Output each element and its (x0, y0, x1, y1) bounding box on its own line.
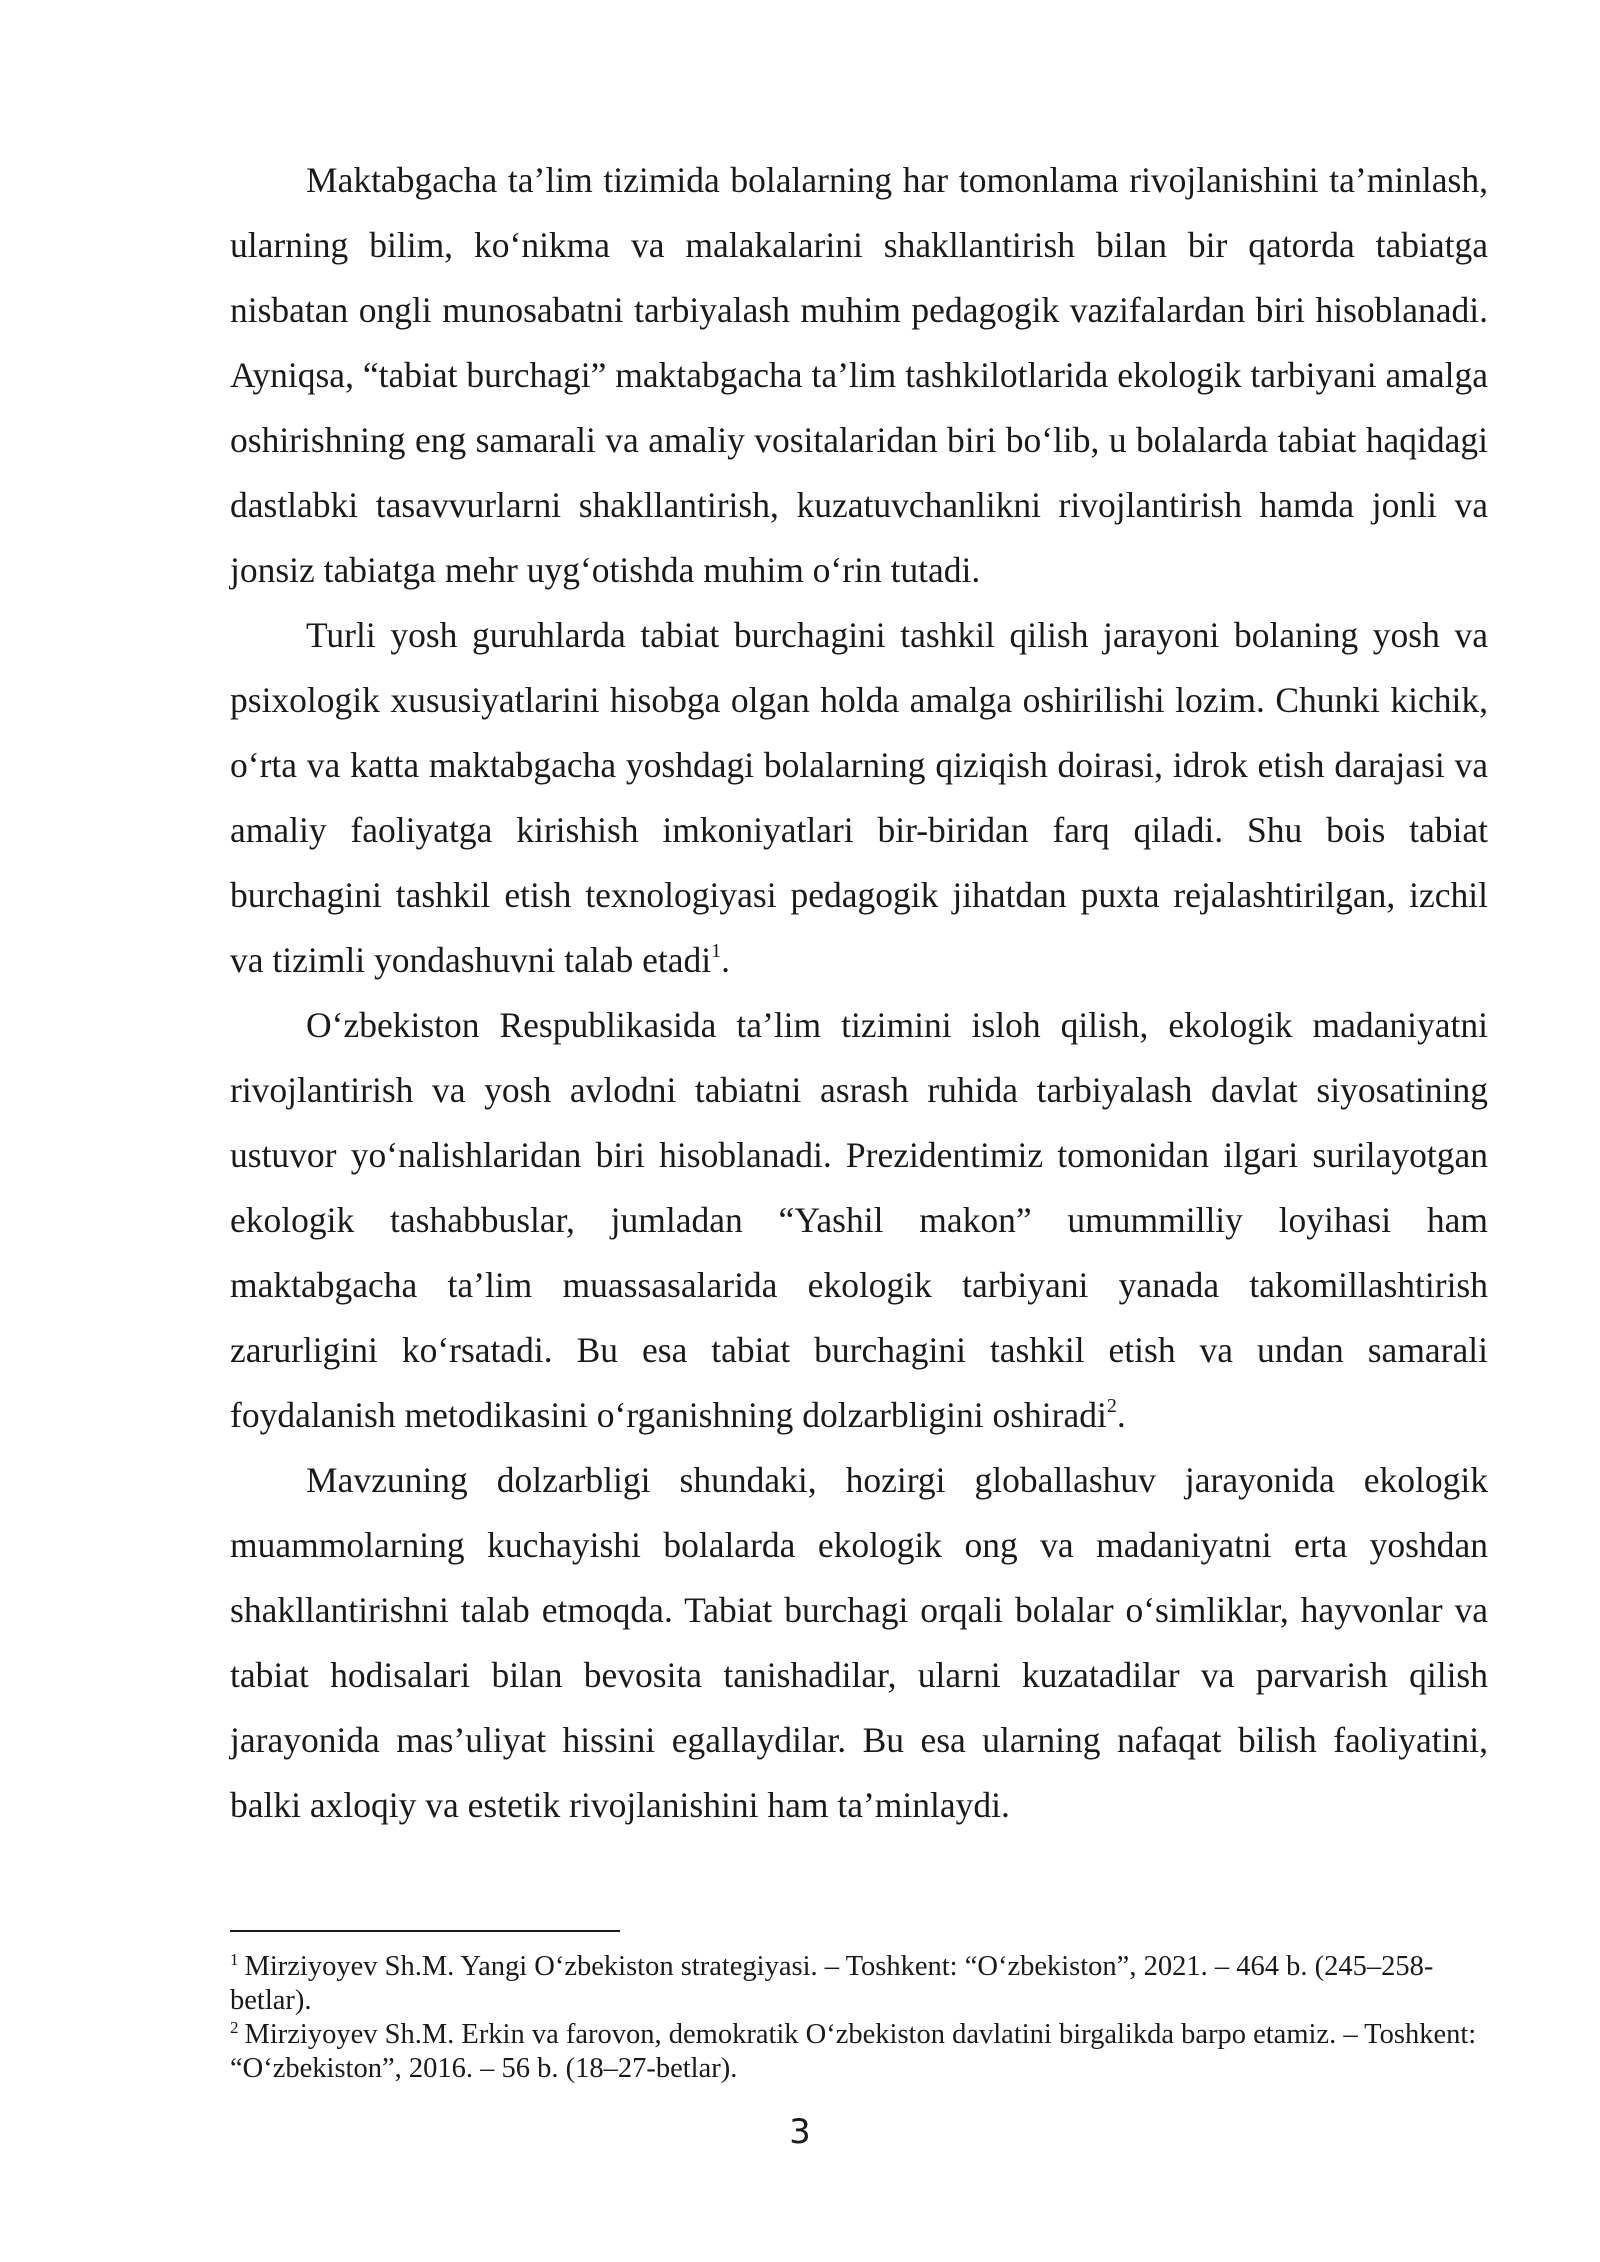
footnote-1 (230, 1950, 1490, 2018)
footnote-text: Mirziyoyev Sh.M. Yangi Oʻzbekiston strategiyasi. – Toshkent: “Oʻzbekiston”, 2021. – 464 b. (245–258-betlar). (230, 1951, 1434, 2016)
footnote-separator (230, 1930, 620, 1932)
paragraph-tail: . (721, 940, 730, 980)
paragraph-text: Oʻzbekiston Respublikasida ta’lim tizimini isloh qilish, ekologik madaniyatni rivojlantirish va yosh avlodni tabiatni asrash ruhida tarbiyalash davlat siyosatining ustuvor yoʻnalishlaridan biri hisoblanadi. Prezidentimiz tomonidan ilgari surilayotgan ekologik tashabbuslar, jumladan “Yashil makon” umummilliy loyihasi ham maktabgacha ta’lim muassasalarida ekologik tarbiyani yanada takomillashtirish zarurligini koʻrsatadi. Bu esa tabiat burchagini tashkil etish va undan samarali foydalanish metodikasini oʻrganishning dolzarbligini oshiradi (230, 1005, 1488, 1435)
page-number: 3 (789, 2112, 811, 2152)
footnote-reference: 1 (711, 940, 722, 963)
footnote-text: Mirziyoyev Sh.M. Erkin va farovon, demokratik Oʻzbekiston davlatini birgalikda barpo etamiz. – Toshkent: “Oʻzbekiston”, 2016. – 56 b. (18–27-betlar). (230, 2019, 1477, 2084)
paragraph-tail: . (1116, 1395, 1126, 1435)
paragraph-1 (230, 148, 1488, 603)
paragraph-2 (230, 603, 1488, 993)
footnotes (230, 1950, 1490, 2086)
paragraph-text: Maktabgacha ta’lim tizimida bolalarning har tomonlama rivojlanishini ta’minlash, ularning bilim, koʻnikma va malakalarini shakllantirish bilan bir qatorda tabiatga nisbatan ongli munosabatni tarbiyalash muhim pedagogik vazifalardan biri hisoblanadi. Ayniqsa, “tabiat burchagi” maktabgacha ta’lim tashkilotlarida ekologik tarbiyani amalga oshirishning eng samarali va amaliy vositalaridan biri boʻlib, u bolalarda tabiat haqidagi dastlabki tasavvurlarni shakllantirish, kuzatuvchanlikni rivojlantirish hamda jonli va jonsiz tabiatga mehr uygʻotishda muhim oʻrin tutadi. (230, 160, 1488, 590)
paragraph-3 (230, 993, 1488, 1448)
paragraph-text: Turli yosh guruhlarda tabiat burchagini tashkil qilish jarayoni bolaning yosh va psixologik xususiyatlarini hisobga olgan holda amalga oshirilishi lozim. Chunki kichik, oʻrta va katta maktabgacha yoshdagi bolalarning qiziqish doirasi, idrok etish darajasi va amaliy faoliyatga kirishish imkoniyatlari bir-biridan farq qiladi. Shu bois tabiat burchagini tashkil etish texnologiyasi pedagogik jihatdan puxta rejalashtirilgan, izchil va tizimli yondashuvni talab etadi (230, 615, 1488, 980)
footnote-reference: 2 (1106, 1395, 1117, 1418)
paragraph-text: Mavzuning dolzarbligi shundaki, hozirgi globallashuv jarayonida ekologik muammolarning kuchayishi bolalarda ekologik ong va madaniyatni erta yoshdan shakllantirishni talab etmoqda. Tabiat burchagi orqali bolalar oʻsimliklar, hayvonlar va tabiat hodisalari bilan bevosita tanishadilar, ularni kuzatadilar va parvarish qilish jarayonida mas’uliyat hissini egallaydilar. Bu esa ularning nafaqat bilish faoliyatini, balki axloqiy va estetik rivojlanishini ham ta’minlaydi. (230, 1460, 1488, 1825)
document-body (230, 148, 1488, 1838)
paragraph-4 (230, 1448, 1488, 1838)
footnote-number: 1 (230, 1949, 239, 1969)
footnote-number: 2 (230, 2017, 239, 2037)
footnote-2 (230, 2018, 1490, 2086)
